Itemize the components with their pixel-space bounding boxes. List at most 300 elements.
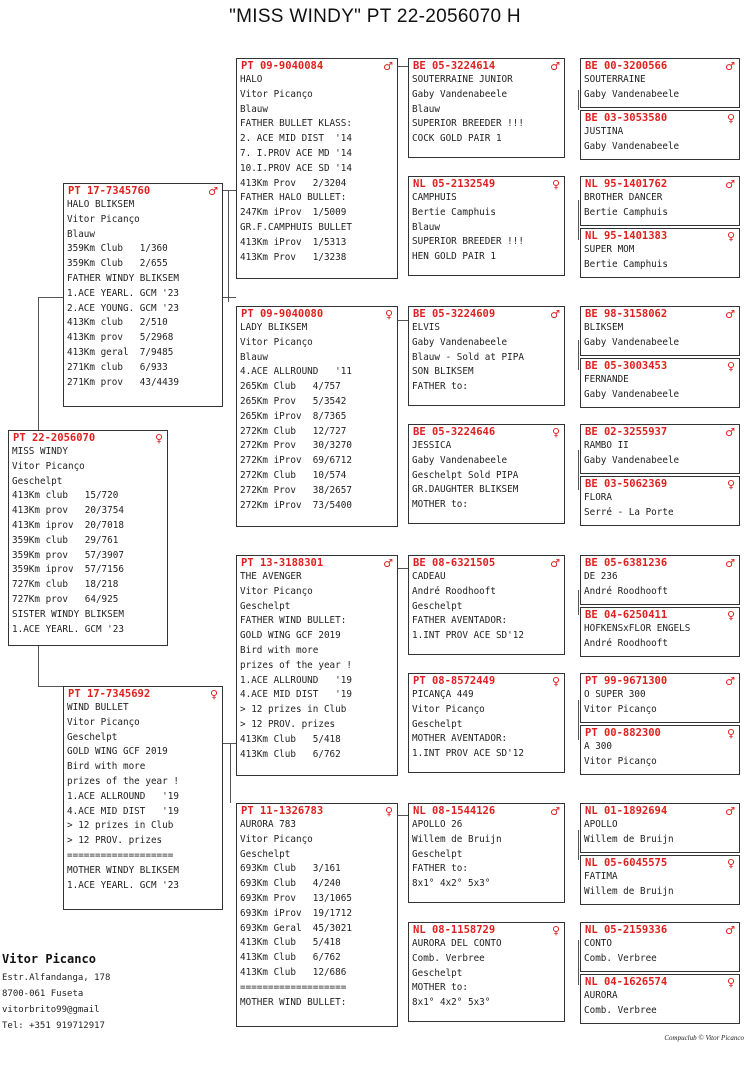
card-line: 8x1° 4x2° 5x3°	[412, 997, 491, 1009]
ring-header	[581, 608, 739, 622]
card-line: 10.I.PROV ACE SD '14	[240, 162, 352, 174]
ring-number: NL 04-1626574	[585, 976, 668, 988]
card-line: Willem de Bruijn	[584, 833, 674, 845]
female-sex-icon: ♀	[726, 111, 735, 125]
card-line: APOLLO 26	[412, 819, 463, 830]
connector	[578, 830, 579, 860]
card-line: ===================	[240, 981, 347, 993]
card-line: 693Km Geral 45/3021	[240, 922, 352, 934]
card-line: FERNANDE	[584, 374, 629, 385]
card-line: Gaby Vandenabeele	[584, 454, 680, 466]
card-line: CONTO	[584, 938, 612, 949]
card-line: SUPERIOR BREEDER !!!	[412, 118, 524, 130]
ring-number: NL 95-1401383	[585, 230, 668, 242]
card-line: 7. I.PROV ACE MD '14	[240, 147, 352, 159]
ring-header	[409, 177, 564, 191]
card-line: prizes of the year !	[67, 775, 179, 787]
female-sex-icon: ♀	[209, 687, 218, 701]
card-line: GR.F.CAMPHUIS BULLET	[240, 221, 352, 233]
card-line: FATIMA	[584, 871, 618, 882]
card-line: 727Km club 18/218	[12, 579, 119, 591]
connector	[222, 743, 236, 744]
card-line: SOUTERRAINE	[584, 74, 646, 85]
female-sex-icon: ♀	[726, 726, 735, 740]
ring-number: BE 04-6250411	[585, 609, 668, 621]
male-sex-icon: ♂	[383, 556, 393, 570]
ring-number: PT 22-2056070	[13, 432, 96, 444]
ring-number: BE 03-3053580	[585, 112, 668, 124]
card-line: Gaby Vandenabeele	[584, 388, 680, 400]
pedigree-card-g8	[580, 476, 740, 526]
breeder-address-line: Estr.Alfandanga, 178	[2, 973, 111, 983]
card-line: 271Km club 6/933	[67, 361, 168, 373]
card-line: 4.ACE MID DIST '19	[67, 805, 179, 817]
ring-number: PT 08-8572449	[413, 675, 496, 687]
ring-header	[409, 923, 564, 937]
card-line: A 300	[584, 741, 612, 752]
card-line: 413Km prov 5/2968	[67, 332, 174, 344]
card-line: André Roodhooft	[412, 585, 496, 597]
ring-number: BE 05-3003453	[585, 360, 668, 372]
card-line: 413Km iprov 20/7018	[12, 519, 124, 531]
breeder-name: Vitor Picanco	[2, 952, 96, 966]
ring-number: NL 01-1892694	[585, 805, 668, 817]
card-line: 1.ACE ALLROUND '19	[67, 790, 179, 802]
card-line: > 12 PROV. prizes	[240, 718, 336, 730]
ring-header	[581, 177, 739, 191]
ring-header	[9, 431, 167, 445]
card-line: Bertie Camphuis	[412, 206, 496, 218]
female-sex-icon: ♀	[384, 804, 393, 818]
card-line: Gaby Vandenabeele	[412, 336, 508, 348]
pedigree-card-g11	[580, 673, 740, 723]
card-line: MOTHER to:	[412, 499, 468, 511]
female-sex-icon: ♀	[726, 359, 735, 373]
connector	[578, 940, 579, 985]
card-line: Willem de Bruijn	[584, 885, 674, 897]
card-line: 359Km Club 1/360	[67, 243, 168, 255]
pedigree-card-g13	[580, 803, 740, 853]
ring-number: PT 13-3188301	[241, 557, 324, 569]
card-line: 265Km Club 4/757	[240, 381, 341, 393]
connector	[228, 190, 229, 302]
male-sex-icon: ♂	[725, 177, 735, 191]
card-line: JESSICA	[412, 440, 452, 451]
ring-number: PT 17-7345760	[68, 185, 151, 197]
card-line: Gaby Vandenabeele	[412, 88, 508, 100]
ring-header	[581, 674, 739, 688]
card-line: 413Km Club 5/418	[240, 937, 341, 949]
ring-header	[581, 477, 739, 491]
card-line: 1.INT PROV ACE SD'12	[412, 630, 524, 642]
card-line: 1.ACE YEARL. GCM '23	[12, 623, 124, 635]
ring-header	[581, 975, 739, 989]
male-sex-icon: ♂	[725, 307, 735, 321]
ring-header	[64, 184, 222, 198]
card-line: 359Km club 29/761	[12, 534, 119, 546]
card-line: 272Km iProv 73/5400	[240, 499, 352, 511]
breeder-phone: Tel: +351 919712917	[2, 1021, 105, 1031]
pedigree-card-g4	[580, 228, 740, 278]
card-line: BLIKSEM	[584, 322, 624, 333]
card-line: Blauw	[240, 103, 268, 115]
card-line: Bertie Camphuis	[584, 206, 668, 218]
male-sex-icon: ♂	[725, 59, 735, 73]
pedigree-card-fff	[408, 58, 565, 158]
ring-number: NL 08-1544126	[413, 805, 496, 817]
male-sex-icon: ♂	[725, 425, 735, 439]
card-line: Gaby Vandenabeele	[412, 454, 508, 466]
pedigree-card-mmf	[408, 803, 565, 903]
pedigree-card-g1	[580, 58, 740, 108]
pedigree-card-g3	[580, 176, 740, 226]
card-line: 271Km prov 43/4439	[67, 376, 179, 388]
female-sex-icon: ♀	[726, 477, 735, 491]
ring-header	[409, 425, 564, 439]
pedigree-card-g7	[580, 424, 740, 474]
ring-number: PT 00-882300	[585, 727, 661, 739]
breeder-address-line: 8700-061 Fuseta	[2, 989, 84, 999]
card-line: GOLD WING GCF 2019	[240, 630, 341, 642]
ring-header	[237, 804, 397, 818]
connector	[578, 700, 579, 740]
page-title: "MISS WINDY" PT 22-2056070 H	[229, 6, 521, 27]
male-sex-icon: ♂	[550, 59, 560, 73]
ring-number: BE 03-5062369	[585, 478, 668, 490]
card-line: 413Km Club 12/686	[240, 966, 347, 978]
card-line: 413Km Club 6/762	[240, 952, 341, 964]
male-sex-icon: ♂	[550, 307, 560, 321]
male-sex-icon: ♂	[208, 184, 218, 198]
ring-header	[409, 674, 564, 688]
ring-header	[409, 804, 564, 818]
ring-header	[409, 59, 564, 73]
card-line: Gaby Vandenabeele	[584, 336, 680, 348]
card-line: Blauw	[240, 351, 268, 363]
breeder-email: vitorbrito99@gmail	[2, 1005, 100, 1015]
ring-header	[237, 556, 397, 570]
female-sex-icon: ♀	[551, 425, 560, 439]
card-line: ELVIS	[412, 322, 440, 333]
card-line: FATHER AVENTADOR:	[412, 615, 508, 627]
pedigree-card-father	[63, 183, 223, 407]
card-line: Vitor Picanço	[584, 755, 657, 767]
card-line: 413Km Prov 2/3204	[240, 177, 347, 189]
pedigree-card-fmf	[408, 306, 565, 406]
card-line: 272Km Prov 38/2657	[240, 484, 352, 496]
card-line: 272Km Prov 30/3270	[240, 440, 352, 452]
card-line: 727Km prov 64/925	[12, 593, 119, 605]
card-line: 2.ACE YOUNG. GCM '23	[67, 302, 179, 314]
male-sex-icon: ♂	[725, 923, 735, 937]
connector	[578, 590, 579, 615]
card-line: Blauw	[67, 228, 95, 240]
card-line: > 12 prizes in Club	[240, 704, 347, 716]
pedigree-card-g9	[580, 555, 740, 605]
ring-header	[581, 923, 739, 937]
card-line: MISS WINDY	[12, 446, 68, 457]
card-line: 413Km club 15/720	[12, 490, 119, 502]
card-line: 413Km iProv 1/5313	[240, 236, 347, 248]
pedigree-card-g5	[580, 306, 740, 356]
female-sex-icon: ♀	[726, 975, 735, 989]
pedigree-card-g15	[580, 922, 740, 972]
card-line: HOFKENSxFLOR ENGELS	[584, 623, 691, 634]
card-line: Geschelpt Sold PIPA	[412, 469, 519, 481]
card-line: 359Km Club 2/655	[67, 258, 168, 270]
male-sex-icon: ♂	[550, 804, 560, 818]
card-line: DE 236	[584, 571, 618, 582]
female-sex-icon: ♀	[726, 608, 735, 622]
card-line: SUPER MOM	[584, 244, 635, 255]
connector	[397, 568, 408, 569]
pedigree-card-fmm	[408, 424, 565, 524]
card-line: CAMPHUIS	[412, 192, 457, 203]
card-line: 359Km iprov 57/7156	[12, 564, 124, 576]
card-line: 413Km prov 20/3754	[12, 505, 124, 517]
ring-header	[581, 359, 739, 373]
card-line: Blauw - Sold at PIPA	[412, 351, 524, 363]
card-line: 8x1° 4x2° 5x3°	[412, 878, 491, 890]
pedigree-card-fm	[236, 306, 398, 527]
pedigree-card-g10	[580, 607, 740, 657]
male-sex-icon: ♂	[725, 674, 735, 688]
female-sex-icon: ♀	[726, 229, 735, 243]
card-line: GOLD WING GCF 2019	[67, 746, 168, 758]
card-line: MOTHER to:	[412, 982, 468, 994]
female-sex-icon: ♀	[384, 307, 393, 321]
pedigree-card-mother	[63, 686, 223, 910]
card-line: Geschelpt	[412, 967, 463, 979]
card-line: Gaby Vandenabeele	[584, 140, 680, 152]
ring-header	[581, 59, 739, 73]
card-line: CADEAU	[412, 571, 446, 582]
male-sex-icon: ♂	[550, 556, 560, 570]
ring-number: BE 00-3200566	[585, 60, 668, 72]
card-line: Bird with more	[67, 761, 146, 773]
card-line: BROTHER DANCER	[584, 192, 663, 203]
card-line: 413Km Club 5/418	[240, 733, 341, 745]
ring-number: PT 17-7345692	[68, 688, 151, 700]
ring-header	[581, 229, 739, 243]
pedigree-card-ff	[236, 58, 398, 279]
card-line: APOLLO	[584, 819, 618, 830]
pedigree-card-subject	[8, 430, 168, 646]
card-line: AURORA DEL CONTO	[412, 938, 502, 949]
card-line: FATHER to:	[412, 381, 468, 393]
ring-header	[237, 307, 397, 321]
card-line: PICANÇA 449	[412, 689, 474, 700]
card-line: 1.ACE ALLROUND '19	[240, 674, 352, 686]
card-line: Vitor Picanço	[67, 213, 140, 225]
pedigree-card-mf	[236, 555, 398, 776]
ring-header	[237, 59, 397, 73]
card-line: André Roodhooft	[584, 637, 668, 649]
card-line: FATHER BULLET KLASS:	[240, 118, 352, 130]
card-line: > 12 prizes in Club	[67, 820, 174, 832]
female-sex-icon: ♀	[154, 431, 163, 445]
card-line: HEN GOLD PAIR 1	[412, 251, 496, 263]
card-line: Vitor Picanço	[240, 833, 313, 845]
card-line: MOTHER WIND BULLET:	[240, 996, 347, 1008]
connector	[38, 646, 39, 686]
card-line: WIND BULLET	[67, 702, 129, 713]
card-line: Vitor Picanço	[584, 703, 657, 715]
card-line: MOTHER WINDY BLIKSEM	[67, 864, 179, 876]
card-line: 247Km iProv 1/5009	[240, 207, 347, 219]
card-line: Comb. Verbree	[584, 1004, 657, 1016]
ring-header	[581, 556, 739, 570]
card-line: HALO	[240, 74, 263, 85]
card-line: 693Km Club 4/240	[240, 878, 341, 890]
card-line: JUSTINA	[584, 126, 624, 137]
card-line: HALO BLIKSEM	[67, 199, 135, 210]
ring-number: NL 05-6045575	[585, 857, 668, 869]
connector	[397, 815, 408, 816]
card-line: Comb. Verbree	[412, 952, 485, 964]
card-line: Blauw	[412, 221, 440, 233]
ring-header	[581, 726, 739, 740]
card-line: Willem de Bruijn	[412, 833, 502, 845]
female-sex-icon: ♀	[551, 177, 560, 191]
card-line: THE AVENGER	[240, 571, 302, 582]
card-line: Vitor Picanço	[12, 460, 85, 472]
ring-header	[581, 804, 739, 818]
card-line: Geschelpt	[12, 475, 63, 487]
male-sex-icon: ♂	[383, 59, 393, 73]
card-line: Comb. Verbree	[584, 952, 657, 964]
card-line: O SUPER 300	[584, 689, 646, 700]
card-line: 413Km Prov 1/3238	[240, 251, 347, 263]
card-line: RAMBO II	[584, 440, 629, 451]
card-line: 4.ACE MID DIST '19	[240, 689, 352, 701]
card-line: 359Km prov 57/3907	[12, 549, 124, 561]
card-line: 1.ACE YEARL. GCM '23	[67, 287, 179, 299]
card-line: 265Km iProv 8/7365	[240, 410, 347, 422]
ring-number: BE 98-3158062	[585, 308, 668, 320]
connector	[578, 90, 579, 110]
ring-number: NL 95-1401762	[585, 178, 668, 190]
card-line: 693Km Club 3/161	[240, 863, 341, 875]
ring-number: PT 11-1326783	[241, 805, 324, 817]
pedigree-card-mff	[408, 555, 565, 655]
connector	[578, 450, 579, 490]
card-line: 272Km iProv 69/6712	[240, 455, 352, 467]
card-line: GR.DAUGHTER BLIKSEM	[412, 484, 519, 496]
ring-header	[64, 687, 222, 701]
card-line: FATHER WIND BULLET:	[240, 615, 347, 627]
card-line: Geschelpt	[67, 731, 118, 743]
ring-number: NL 05-2159336	[585, 924, 668, 936]
connector	[38, 686, 64, 687]
card-line: SOUTERRAINE JUNIOR	[412, 74, 513, 85]
ring-number: BE 05-3224609	[413, 308, 496, 320]
card-line: Bertie Camphuis	[584, 258, 668, 270]
card-line: AURORA	[584, 990, 618, 1001]
connector	[222, 190, 236, 191]
male-sex-icon: ♂	[725, 804, 735, 818]
card-line: SON BLIKSEM	[412, 366, 474, 378]
card-line: SISTER WINDY BLIKSEM	[12, 608, 124, 620]
card-line: Blauw	[412, 103, 440, 115]
card-line: 413Km Club 6/762	[240, 748, 341, 760]
card-line: > 12 PROV. prizes	[67, 835, 163, 847]
ring-number: BE 05-3224646	[413, 426, 496, 438]
card-line: 4.ACE ALLROUND '11	[240, 366, 352, 378]
ring-header	[581, 307, 739, 321]
card-line: FLORA	[584, 492, 612, 503]
ring-header	[581, 856, 739, 870]
card-line: 693Km iProv 19/1712	[240, 907, 352, 919]
card-line: 413Km club 2/510	[67, 317, 168, 329]
card-line: SUPERIOR BREEDER !!!	[412, 236, 524, 248]
card-line: FATHER HALO BULLET:	[240, 192, 347, 204]
card-line: 1.INT PROV ACE SD'12	[412, 748, 524, 760]
ring-number: PT 09-9040084	[241, 60, 324, 72]
pedigree-card-g12	[580, 725, 740, 775]
ring-number: BE 05-3224614	[413, 60, 496, 72]
male-sex-icon: ♂	[725, 556, 735, 570]
ring-number: BE 02-3255937	[585, 426, 668, 438]
card-line: Geschelpt	[412, 848, 463, 860]
ring-header	[409, 556, 564, 570]
ring-number: NL 05-2132549	[413, 178, 496, 190]
pedigree-card-g14	[580, 855, 740, 905]
connector	[397, 320, 408, 321]
ring-number: PT 99-9671300	[585, 675, 668, 687]
pedigree-card-mm	[236, 803, 398, 1027]
card-line: FATHER WINDY BLIKSEM	[67, 272, 179, 284]
card-line: Geschelpt	[412, 718, 463, 730]
pedigree-card-mfm	[408, 673, 565, 773]
pedigree-card-ffm	[408, 176, 565, 276]
female-sex-icon: ♀	[551, 923, 560, 937]
card-line: ===================	[67, 849, 174, 861]
pedigree-card-g2	[580, 110, 740, 160]
card-line: Geschelpt	[240, 600, 291, 612]
card-line: Geschelpt	[412, 600, 463, 612]
card-line: Vitor Picanço	[412, 703, 485, 715]
card-line: Gaby Vandenabeele	[584, 88, 680, 100]
card-line: COCK GOLD PAIR 1	[412, 133, 502, 145]
card-line: Geschelpt	[240, 848, 291, 860]
female-sex-icon: ♀	[551, 674, 560, 688]
pedigree-card-g16	[580, 974, 740, 1024]
card-line: Vitor Picanço	[67, 716, 140, 728]
card-line: Serré - La Porte	[584, 506, 674, 518]
card-line: Vitor Picanço	[240, 88, 313, 100]
card-line: André Roodhooft	[584, 585, 668, 597]
pedigree-card-g6	[580, 358, 740, 408]
card-line: 272Km Club 10/574	[240, 469, 347, 481]
pedigree-card-mmm	[408, 922, 565, 1022]
card-line: 272Km Club 12/727	[240, 425, 347, 437]
ring-number: BE 08-6321505	[413, 557, 496, 569]
connector	[578, 200, 579, 240]
card-line: 413Km geral 7/9485	[67, 346, 174, 358]
card-line: Vitor Picanço	[240, 585, 313, 597]
card-line: 265Km Prov 5/3542	[240, 395, 347, 407]
card-line: 1.ACE YEARL. GCM '23	[67, 879, 179, 891]
ring-number: BE 05-6381236	[585, 557, 668, 569]
connector	[38, 297, 39, 432]
ring-header	[581, 111, 739, 125]
card-line: MOTHER AVENTADOR:	[412, 733, 508, 745]
ring-number: NL 08-1158729	[413, 924, 496, 936]
ring-header	[409, 307, 564, 321]
card-line: AURORA 783	[240, 819, 296, 830]
card-line: Vitor Picanço	[240, 336, 313, 348]
